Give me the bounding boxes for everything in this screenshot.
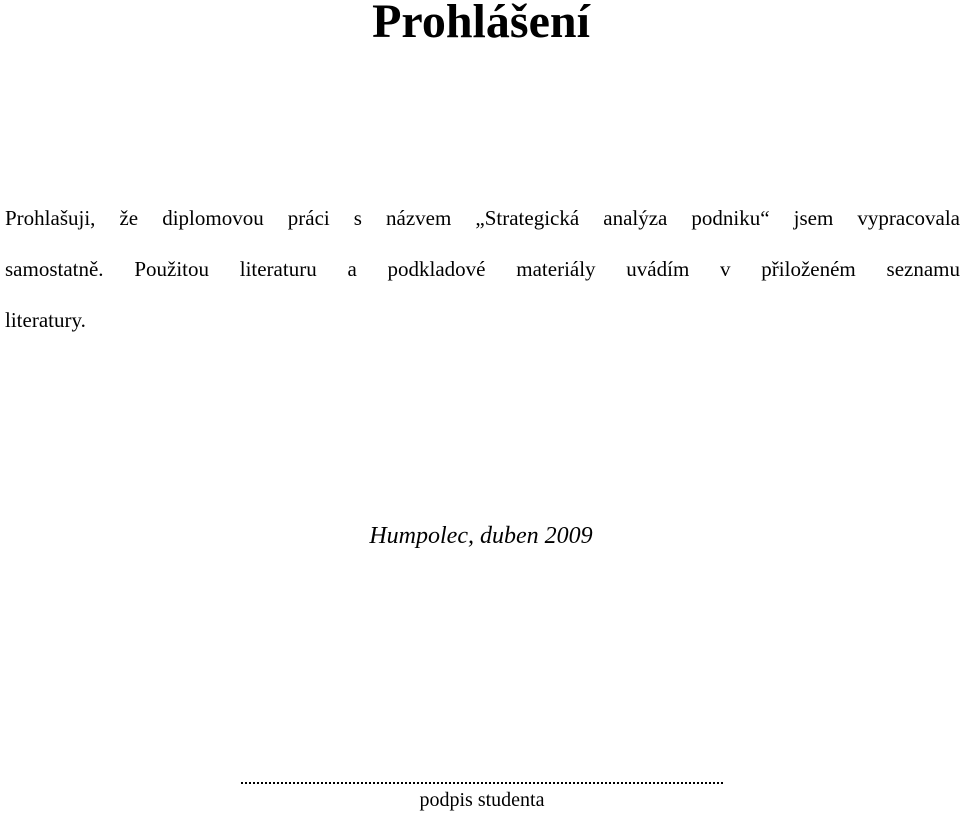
place-and-date: Humpolec, duben 2009 bbox=[369, 523, 593, 549]
declaration-line: samostatně. Použitou literaturu a podkladové materiály uvádím v přiloženém seznamu bbox=[5, 257, 960, 281]
declaration-line: Prohlašuji, že diplomovou práci s názvem „Strategická analýza podniku“ jsem vypracovala bbox=[5, 206, 960, 230]
signature-line bbox=[241, 782, 723, 784]
declaration-line: literatury. bbox=[5, 308, 86, 332]
signature-label: podpis studenta bbox=[419, 789, 545, 811]
page-title: Prohlášení bbox=[372, 0, 590, 48]
declaration-paragraph bbox=[5, 193, 960, 346]
